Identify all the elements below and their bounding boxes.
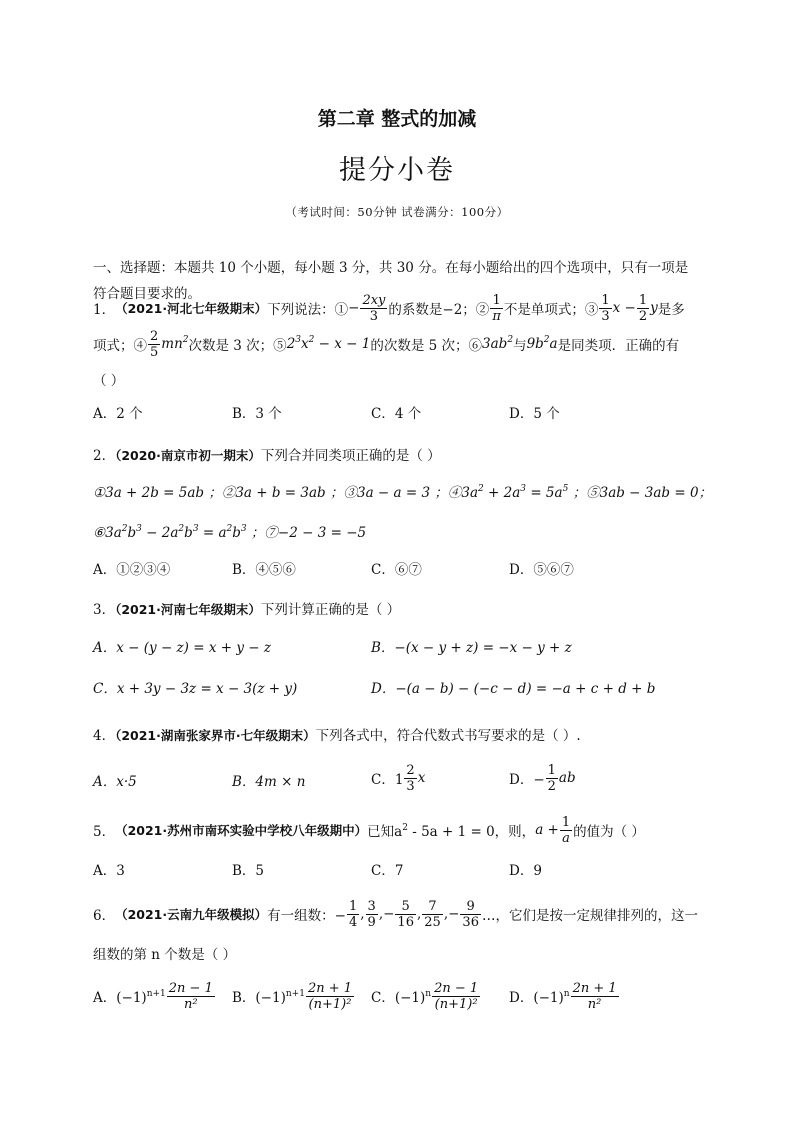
q1-stem-line1 <box>93 288 685 328</box>
q4-option-d-var: ab <box>558 770 576 786</box>
q2-expressions-line1 <box>93 481 712 501</box>
q1-math: y <box>650 300 658 316</box>
q4-text: 下列各式中，符合代数式书写要求的是（ ）. <box>315 728 581 744</box>
q6-option-d-fraction: $\frac{2n + 1}{\text{n²}}$ <box>572 980 617 1012</box>
q1-text: 的系数是−2；② <box>388 302 490 318</box>
q2-expr-7: ；⑦−2 − 3 = −5 <box>250 525 367 541</box>
q6-option-c[interactable] <box>371 976 481 1016</box>
chapter-title: 第二章 整式的加减 <box>317 108 477 130</box>
q6-term: $\frac{3}{9}$ <box>367 898 376 930</box>
q6-option-b-label: B．$(-1)^{n+1}$ <box>232 989 305 1006</box>
q2-expressions-line2 <box>93 521 366 541</box>
q4-option-c-fraction: $\frac{2}{3}$ <box>406 762 415 794</box>
section-instructions-line1: 一、选择题：本题共 10 个小题，每小题 3 分，共 30 分。在每小题给出的四个选项中，只有一项是 <box>93 260 689 276</box>
q2-number: 2． <box>93 448 116 464</box>
q3-option-a[interactable]: A．x − (y − z) = x + y − z <box>93 640 271 656</box>
q1-math: $2^3x^2 - x - 1$ <box>286 335 371 352</box>
q6-option-d-label: D．$(-1)^n$ <box>509 989 570 1006</box>
q5-option-b[interactable]: B．5 <box>232 863 265 879</box>
q1-math: $mn^2$ <box>161 335 189 352</box>
q1-option-d[interactable]: D．5 个 <box>509 406 560 422</box>
q6-text: 有一组数：− <box>267 908 346 924</box>
q6-option-c-label: C．$(-1)^n$ <box>371 989 432 1006</box>
q6-term: $\frac{7}{25}$ <box>424 898 441 930</box>
q1-math: x − <box>612 300 636 316</box>
q4-option-c[interactable] <box>371 758 425 798</box>
q6-stem-line1: 6． （2021·云南九年级模拟） 有一组数：− $\frac{1}{4}$ , $\frac{3}{9}$ ,− $\frac{5}{16}$ , $\frac{7}{25}$ ,− $\frac{9}{36}$ …，它们是按一定规律排列的，这一 <box>93 898 698 930</box>
q1-text: 的次数是 5 次；⑥ <box>370 338 483 354</box>
q1-text: 是多 <box>657 302 685 318</box>
q1-text: 项式；④ <box>93 338 147 354</box>
q1-option-b[interactable]: B．3 个 <box>232 406 282 422</box>
q2-option-b[interactable]: B．④⑤⑥ <box>232 562 296 578</box>
q6-option-a[interactable] <box>93 976 216 1016</box>
q1-stem-line2 <box>93 324 679 364</box>
q4-option-a[interactable]: A．x·5 <box>93 774 137 790</box>
q5-source: （2021·苏州市南环实验中学校八年级期中） <box>115 823 368 838</box>
q1-option-c[interactable]: C．4 个 <box>371 406 422 422</box>
q4-option-c-var: x <box>417 770 426 786</box>
q3-option-b[interactable]: B．−(x − y + z) = −x − y + z <box>371 640 572 656</box>
q3-option-c[interactable]: C．x + 3y − 3z = x − 3(z + y) <box>93 681 298 697</box>
q5-text: 的值为（ ） <box>573 824 645 840</box>
q2-option-d[interactable]: D．⑤⑥⑦ <box>509 562 574 578</box>
q1-text: 不是单项式；③ <box>503 302 599 318</box>
paper-subtitle: 提分小卷 <box>339 155 455 186</box>
q4-option-d[interactable] <box>509 758 576 798</box>
q1-fraction: $\frac{1}{3}$ <box>601 292 610 324</box>
q6-number: 6． <box>93 908 116 924</box>
q2-option-c[interactable]: C．⑥⑦ <box>371 562 422 578</box>
q1-text: 次数是 3 次；⑤ <box>188 338 287 354</box>
q5-number: 5． <box>93 824 116 840</box>
section-instructions-line2: 符合题目要求的。 <box>93 286 201 302</box>
q4-option-b[interactable]: B．4m × n <box>232 774 306 790</box>
q6-term: $\frac{1}{4}$ <box>348 898 358 930</box>
q1-number: 1． <box>93 302 116 318</box>
q4-source: （2021·湖南张家界市·七年级期末） <box>115 728 316 743</box>
q3-stem <box>93 598 400 618</box>
q1-answer-paren: （ ） <box>93 373 125 389</box>
q1-text: − <box>348 300 360 316</box>
q3-text: 下列计算正确的是（ ） <box>260 602 401 618</box>
q3-number: 3． <box>93 602 116 618</box>
q6-option-b[interactable] <box>232 976 355 1016</box>
q5-option-a[interactable]: A．3 <box>93 863 125 879</box>
q2-expr-1: ①3a + 2b = 5ab <box>93 485 205 501</box>
q4-number: 4． <box>93 728 116 744</box>
q5-fraction: $\frac{1}{a}$ <box>561 814 571 846</box>
q2-expr-3: ；③3a − a = 3 <box>330 485 431 501</box>
q1-fraction: $\frac{1}{2}$ <box>638 292 648 324</box>
q2-stem <box>93 444 441 464</box>
q1-math: $3ab^2$ <box>482 335 514 352</box>
q6-source: （2021·云南九年级模拟） <box>115 907 268 922</box>
q1-source: （2021·河北七年级期末） <box>115 301 268 316</box>
q5-stem <box>93 810 645 850</box>
q1-fraction: $\frac{1}{\pi}$ <box>492 292 501 324</box>
q4-option-d-fraction: $\frac{1}{2}$ <box>547 762 556 794</box>
q5-text: 已知$a^2 - 5a + 1 = 0$，则， <box>367 823 536 840</box>
q6-term: $\frac{5}{16}$ <box>397 898 414 930</box>
q6-stem-line2: 组数的第 n 个数是（ ） <box>93 947 237 963</box>
q3-source: （2021·河南七年级期末） <box>115 602 261 617</box>
q2-expr-4: ；$④3a^2 + 2a^3 = 5a^5$ <box>434 484 569 501</box>
q2-expr-2: ；②3a + b = 3ab <box>208 485 326 501</box>
q5-math: a + <box>535 822 559 838</box>
q6-option-c-fraction: $\frac{2n - 1}{\text{(n+1)²}}$ <box>434 980 479 1012</box>
q1-math: $9b^2a$ <box>526 335 558 352</box>
q5-option-d[interactable]: D．9 <box>509 863 542 879</box>
q4-stem <box>93 724 581 744</box>
q6-term: $\frac{9}{36}$ <box>462 898 479 930</box>
q2-option-a[interactable]: A．①②③④ <box>93 562 171 578</box>
q1-fraction: $\frac{2xy}{3}$ <box>362 292 386 324</box>
q5-option-c[interactable]: C．7 <box>371 863 404 879</box>
exam-info: （考试时间：50分钟 试卷满分：100分） <box>285 205 509 219</box>
q1-option-a[interactable]: A．2 个 <box>93 406 143 422</box>
q2-text: 下列合并同类项正确的是（ ） <box>260 448 441 464</box>
q6-option-a-fraction: $\frac{2n - 1}{\text{n²}}$ <box>168 980 213 1012</box>
q1-text: 下列说法：① <box>267 302 349 318</box>
q4-option-c-label: C．1 <box>371 772 404 788</box>
q2-source: （2020·南京市初一期末） <box>115 448 261 463</box>
q6-option-b-fraction: $\frac{2n + 1}{\text{(n+1)²}}$ <box>307 980 353 1012</box>
q6-option-a-label: A．$(-1)^{n+1}$ <box>93 989 166 1006</box>
q6-text: …，它们是按一定规律排列的，这一 <box>481 908 698 924</box>
q6-option-d[interactable] <box>509 976 620 1016</box>
q3-option-d[interactable]: D．−(a − b) − (−c − d) = −a + c + d + b <box>371 681 656 697</box>
q2-expr-6: $⑥3a^2b^3 - 2a^2b^3 = a^2b^3$ <box>93 524 247 541</box>
q4-option-d-label: D．− <box>509 772 545 788</box>
q1-text: 与 <box>513 338 527 354</box>
q1-fraction: $\frac{2}{5}$ <box>150 328 159 360</box>
q2-expr-5: ；⑤3ab − 3ab = 0； <box>572 485 713 501</box>
q1-text: 是同类项．正确的有 <box>557 338 680 354</box>
